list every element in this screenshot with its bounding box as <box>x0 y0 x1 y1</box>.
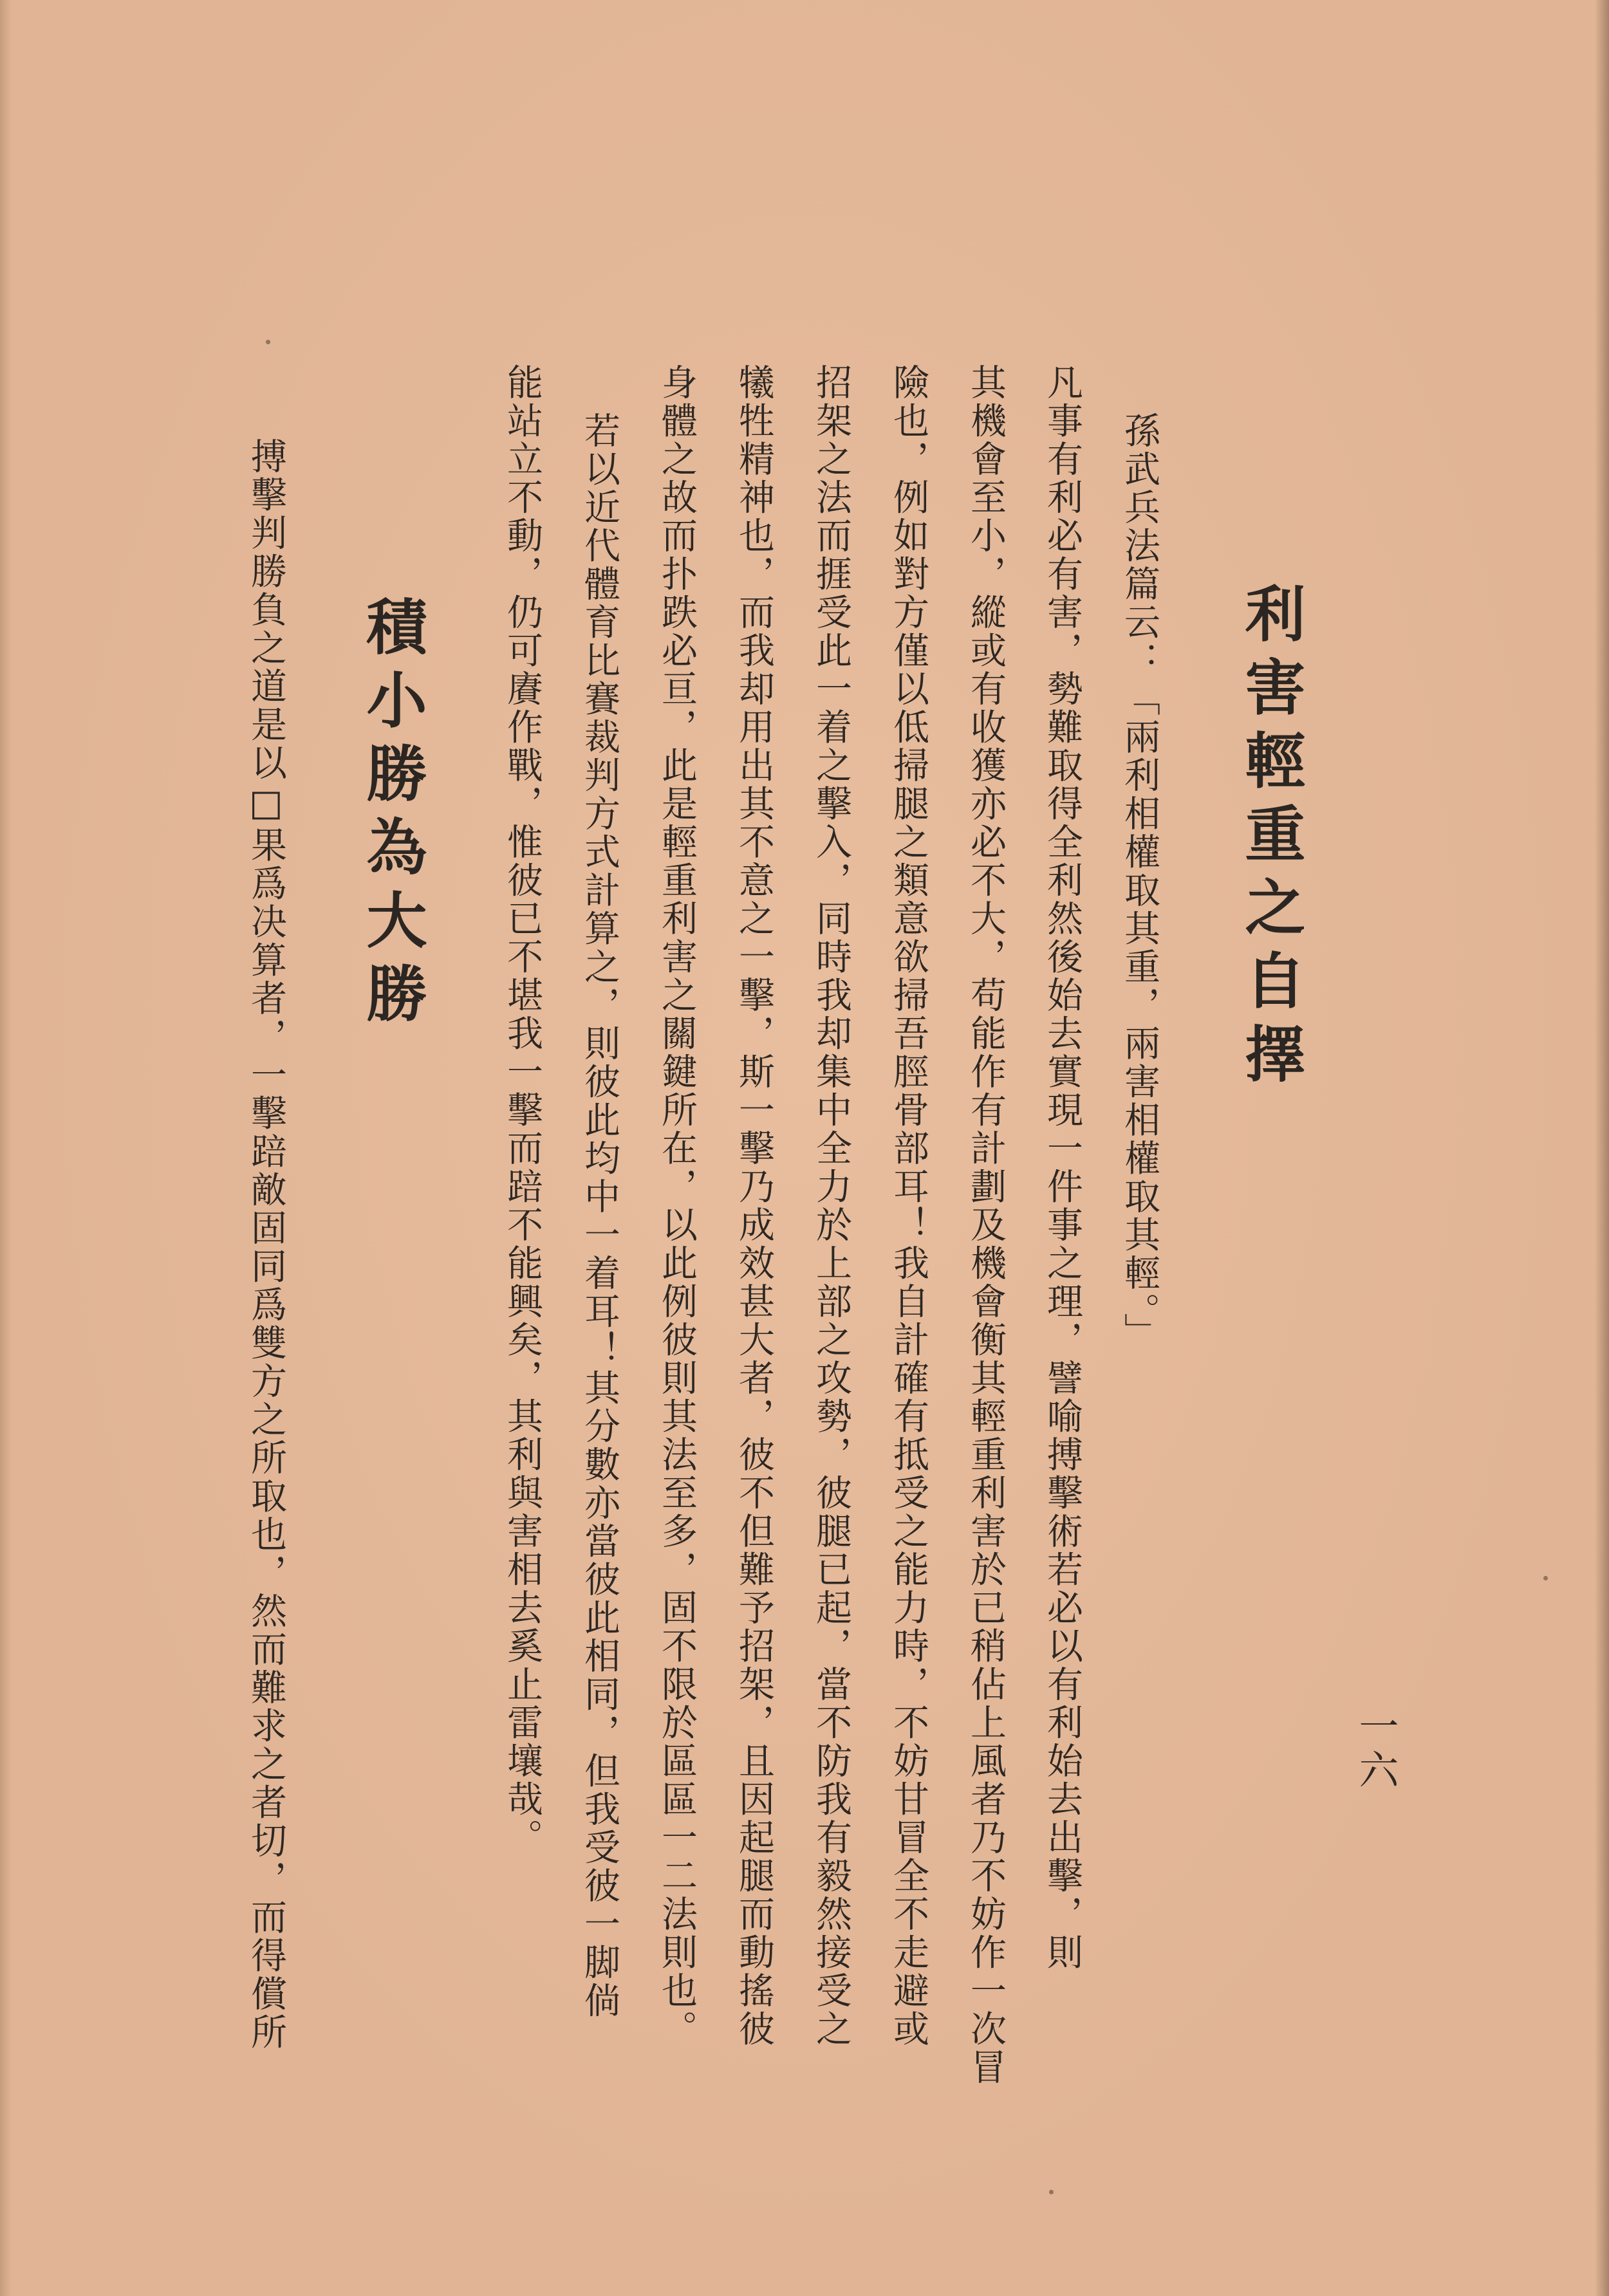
body-line-1: 孫武兵法篇云：「兩利相權取其重，兩害相權取其輕。」 <box>1119 412 1160 1351</box>
body-line-6: 犧牲精神也，而我却用出其不意之一擊，斯一擊乃成效甚大者，彼不但難予招架，且因起腿而動搖彼 <box>733 364 775 2048</box>
page-number: 一六 <box>1352 1705 1399 1793</box>
body-line-9: 能站立不動，仍可賡作戰，惟彼已不堪我一擊而踣不能興矣，其利與害相去奚止雷壤哉。 <box>501 364 543 1857</box>
body-line-5: 招架之法而捱受此一着之擊入，同時我却集中全力於上部之攻勢，彼腿已起，當不防我有毅然接受之 <box>810 364 852 2048</box>
paper-speck <box>1049 2190 1054 2194</box>
section-title-2: 積小勝為大勝 <box>356 595 426 1035</box>
body-line-10: 搏擊判勝負之道是以□果爲决算者，一擊踣敵固同爲雙方之所取也，然而難求之者切，而得償所 <box>245 438 287 2051</box>
body-line-2: 凡事有利必有害，勢難取得全利然後始去實現一件事之理，譬喻搏擊術若必以有利始去出擊，則 <box>1041 364 1083 1972</box>
body-line-3: 其機會至小，縱或有收獲亦必不大，苟能作有計劃及機會衡其輕重利害於已稍佔上風者乃不妨作一次冒 <box>965 364 1007 2087</box>
body-line-8: 若以近代體育比賽裁判方式計算之，則彼此均中一着耳！其分數亦當彼此相同，但我受彼一脚倘 <box>579 412 620 2020</box>
body-line-4: 險也，例如對方僅以低掃腿之類意欲掃吾脛骨部耳！我自計確有抵受之能力時，不妨甘冒全不走避或 <box>888 364 929 2048</box>
body-line-7: 身體之故而扑跌必亘，此是輕重利害之關鍵所在，以此例彼則其法至多，固不限於區區一二法則也。 <box>656 364 698 2048</box>
paper-speck <box>266 340 270 344</box>
section-title-1: 利害輕重之自擇 <box>1234 582 1305 1096</box>
paper-speck <box>1543 1576 1548 1580</box>
